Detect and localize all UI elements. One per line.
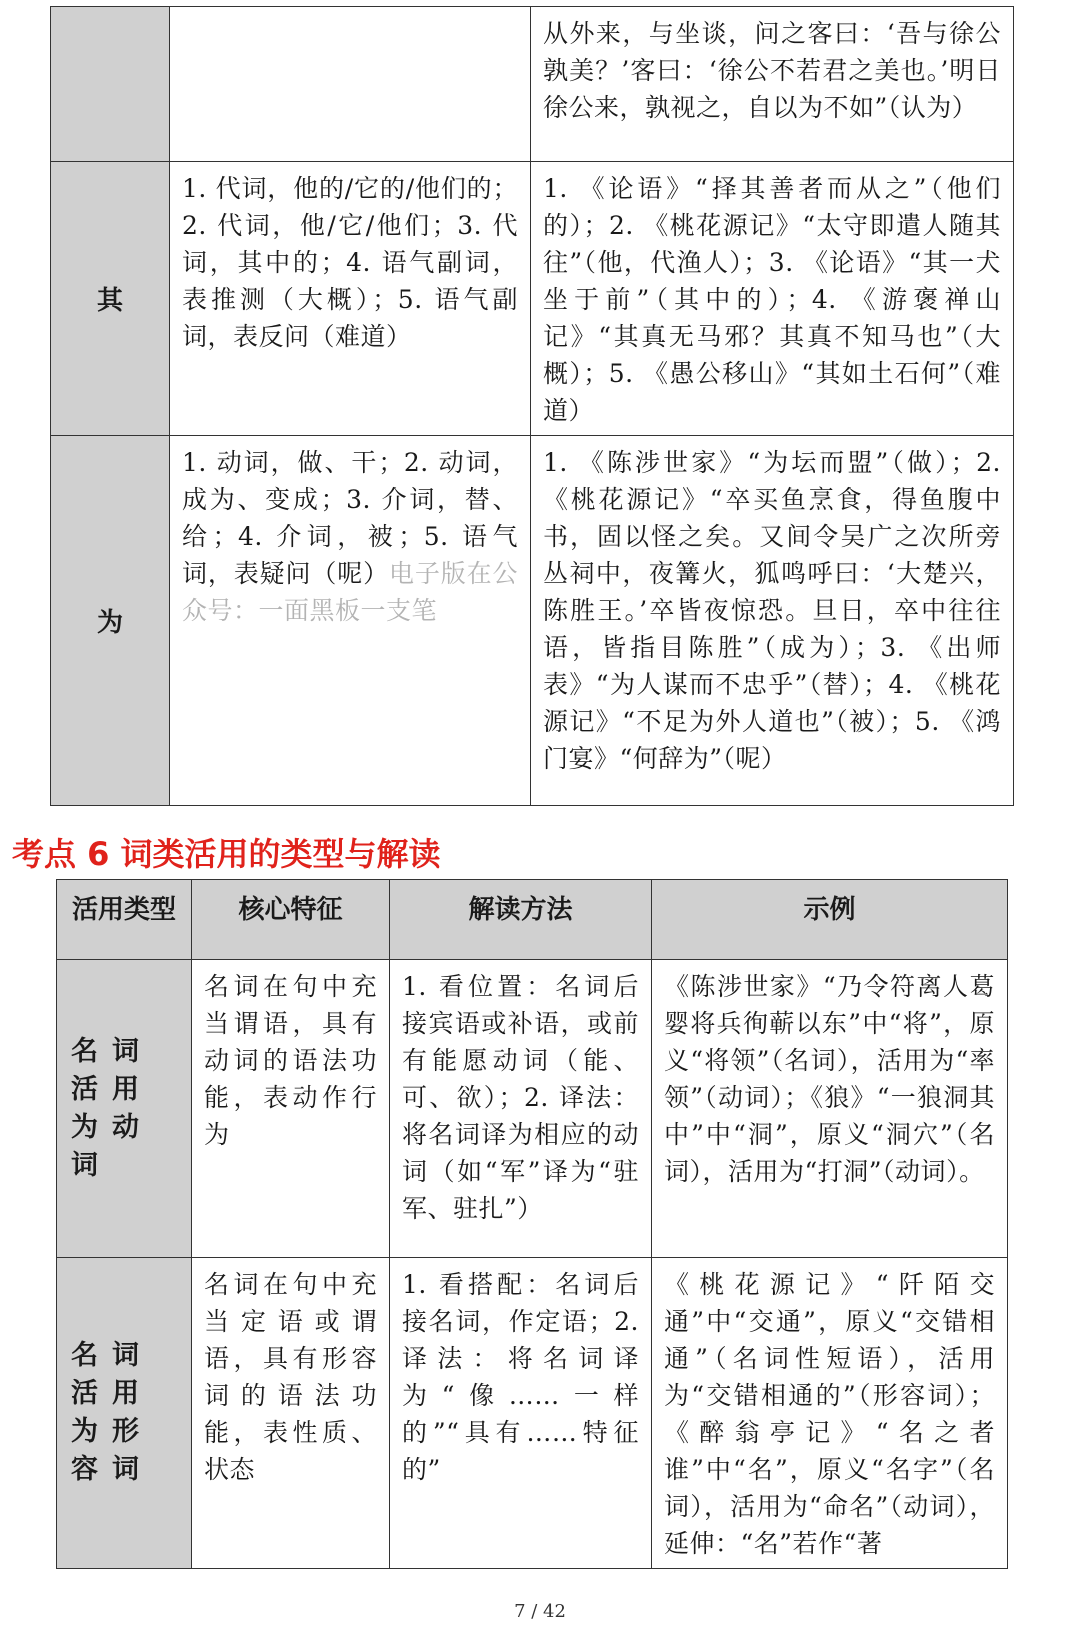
feature-cell: 名词在句中充当定语或谓语，具有形容词的语法功能，表性质、状态	[192, 1258, 390, 1569]
table-row	[51, 7, 1014, 162]
header-feature: 核心特征	[192, 880, 390, 960]
section-title: 考点 6 词类活用的类型与解读	[12, 835, 441, 873]
type-cell: 名词活用为动词	[57, 960, 192, 1258]
example-cell: 《陈涉世家》“乃令符离人葛婴将兵徇蕲以东”中“将”，原义“将领”（名词），活用为“率领”（动词）；《狼》“一狼洞其中”中“洞”，原义“洞穴”（名词），活用为“打洞”（动词）。	[652, 960, 1008, 1258]
watermark-text: 电子版在公众号：一面黑板一支笔	[182, 559, 518, 625]
example-cell: 《桃花源记》“阡陌交通”中“交通”，原义“交错相通”（名词性短语），活用为“交错相通的”（形容词）；《醉翁亭记》“名之者谁”中“名”，原义“名字”（名词），活用为“命名”（动词），延伸：“名”若作“著	[652, 1258, 1008, 1569]
header-method: 解读方法	[390, 880, 652, 960]
word-cell	[51, 7, 170, 162]
meaning-cell	[170, 436, 531, 806]
page-number: 7 / 42	[514, 1601, 566, 1622]
meaning-cell	[170, 7, 531, 162]
example-cell: 1. 《论语》“择其善者而从之”（他们的）；2. 《桃花源记》“太守即遣人随其往”（他，代渔人）；3. 《论语》“其一犬坐于前”（其中的）；4. 《游褒禅山记》“其真无马邪？其真不知马也”（大概）；5. 《愚公移山》“其如土石何”（难道）	[531, 162, 1014, 436]
example-cell: 从外来，与坐谈，问之客曰：‘吾与徐公孰美？’客曰：‘徐公不若君之美也。’明日徐公来，孰视之，自以为不如”（认为）	[531, 7, 1014, 162]
feature-cell: 名词在句中充当谓语，具有动词的语法功能，表动作行为	[192, 960, 390, 1258]
meaning-text: 1. 动词，做、干；2. 动词，成为、变成；3. 介词，替、给；4. 介词，被；5. 语气词，表疑问（呢）	[182, 448, 518, 588]
table-row	[51, 436, 1014, 806]
method-cell: 1. 看位置：名词后接宾语或补语，或前有能愿动词（能、可、欲）；2. 译法：将名词译为相应的动词（如“军”译为“驻军、驻扎”）	[390, 960, 652, 1258]
header-example: 示例	[652, 880, 1008, 960]
table-row	[57, 1258, 1008, 1569]
word-class-usage-table	[56, 879, 1008, 1569]
table-row	[57, 960, 1008, 1258]
meaning-cell: 1. 代词，他的/它的/他们的；2. 代词，他/它/他们；3. 代词，其中的；4. 语气副词，表推测（大概）；5. 语气副词，表反问（难道）	[170, 162, 531, 436]
word-cell: 为	[51, 436, 170, 806]
method-cell: 1. 看搭配：名词后接名词，作定语；2. 译法：将名词译为“像……一样的”“具有……特征的”	[390, 1258, 652, 1569]
word-meaning-table	[50, 6, 1014, 806]
header-type: 活用类型	[57, 880, 192, 960]
type-cell: 名词活用为形容词	[57, 1258, 192, 1569]
word-cell: 其	[51, 162, 170, 436]
example-cell: 1. 《陈涉世家》“为坛而盟”（做）；2. 《桃花源记》“卒买鱼烹食，得鱼腹中书，固以怪之矣。又间令吴广之次所旁丛祠中，夜篝火，狐鸣呼曰：‘大楚兴，陈胜王。’卒皆夜惊恐。旦日，卒中往往语，皆指目陈胜”（成为）；3. 《出师表》“为人谋而不忠乎”（替）；4. 《桃花源记》“不足为外人道也”（被）；5. 《鸿门宴》“何辞为”（呢）	[531, 436, 1014, 806]
table-row	[51, 162, 1014, 436]
header-row	[57, 880, 1008, 960]
